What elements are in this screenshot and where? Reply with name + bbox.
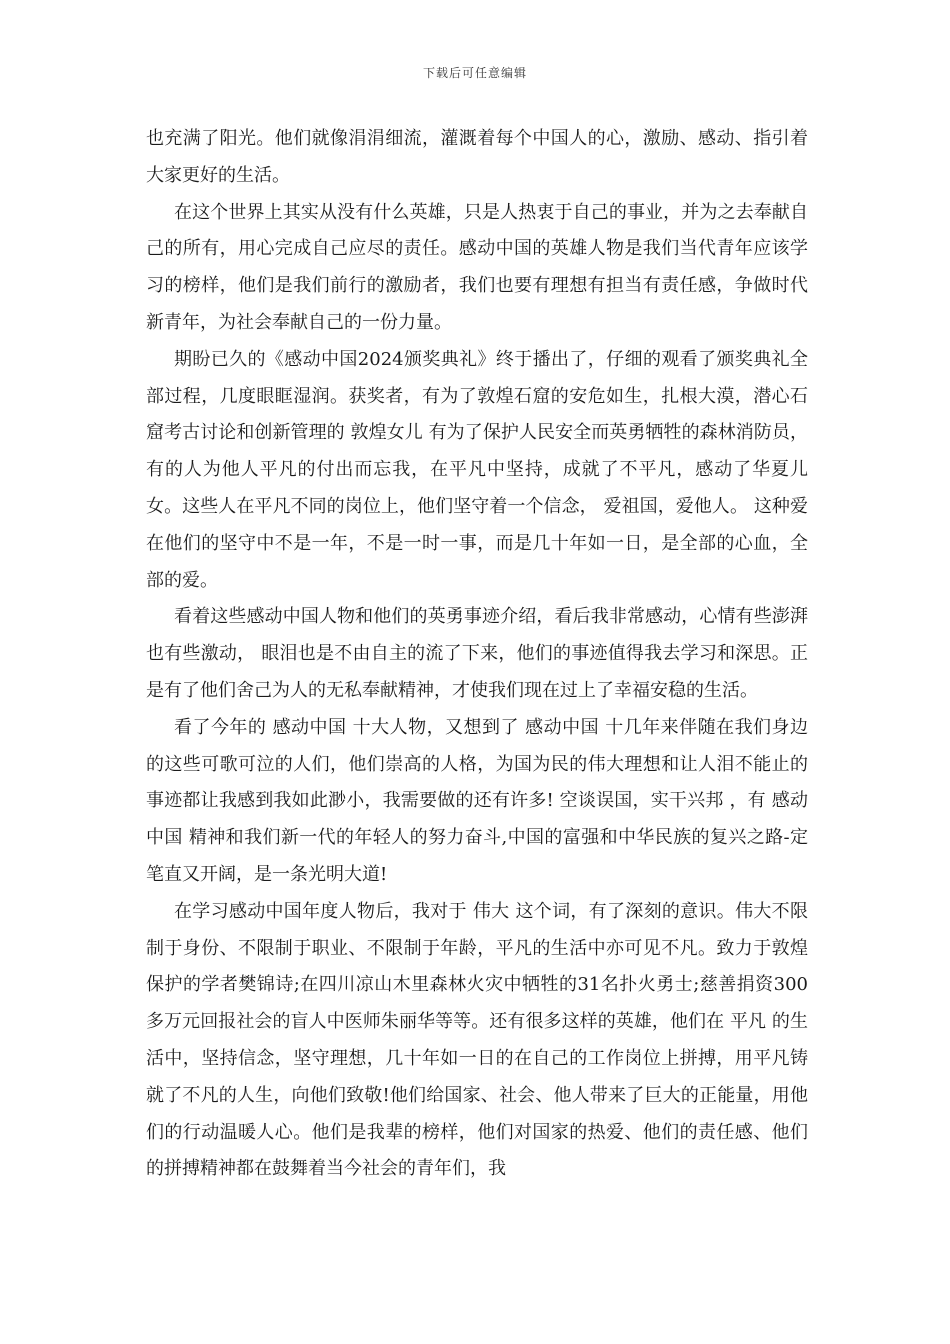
document-body: [146, 121, 808, 1188]
page-header: 下载后可任意编辑: [422, 66, 527, 80]
paragraph-3: 期盼已久的《感动中国2024颁奖典礼》终于播出了，仔细的观看了颁奖典礼全部过程，几度眼眶湿润。获奖者，有为了敦煌石窟的安危如生，扎根大漠，潜心石窟考古讨论和创新管理的 敦煌女儿 有为了保护人民安全而英勇牺牲的森林消防员，有的人为他人平凡的付出而忘我，在平凡中坚持，成就了不平凡，感动了华夏儿女。这些人在平凡不同的岗位上，他们坚守着一个信念， 爱祖国，爱他人。 这种爱在他们的坚守中不是一年，不是一时一事，而是几十年如一日，是全部的心血，全部的爱。: [146, 348, 808, 591]
paragraph-5: 看了今年的 感动中国 十大人物，又想到了 感动中国 十几年来伴随在我们身边的这些可歌可泣的人们，他们崇高的人格，为国为民的伟大理想和让人泪不能止的事迹都让我感到我如此渺小，我需要做的还有许多! 空谈误国，实干兴邦 ，有 感动中国 精神和我们新一代的年轻人的努力奋斗,中国的富强和中华民族的复兴之路-定笔直又开阔，是一条光明大道!: [146, 716, 808, 885]
paragraph-6: 在学习感动中国年度人物后，我对于 伟大 这个词，有了深刻的意识。伟大不限制于身份、不限制于职业、不限制于年龄，平凡的生活中亦可见不凡。致力于敦煌保护的学者樊锦诗;在四川凉山木里森林火灾中牺牲的31名扑火勇士;慈善捐资300多万元回报社会的盲人中医师朱丽华等等。还有很多这样的英雄，他们在 平凡 的生活中，坚持信念，坚守理想，几十年如一日的在自己的工作岗位上拼搏，用平凡铸就了不凡的人生，向他们致敬!他们给国家、社会、他人带来了巨大的正能量，用他们的行动温暖人心。他们是我辈的榜样，他们对国家的热爱、他们的责任感、他们的拼搏精神都在鼓舞着当今社会的青年们，我: [146, 900, 808, 1180]
paragraph-2: 在这个世界上其实从没有什么英雄，只是人热衷于自己的事业，并为之去奉献自己的所有，用心完成自己应尽的责任。感动中国的英雄人物是我们当代青年应该学习的榜样，他们是我们前行的激励者，我们也要有理想有担当有责任感，争做时代新青年，为社会奉献自己的一份力量。: [146, 201, 808, 333]
paragraph-1: 也充满了阳光。他们就像涓涓细流，灌溉着每个中国人的心，激励、感动、指引着大家更好的生活。: [146, 128, 808, 186]
paragraph-4: 看着这些感动中国人物和他们的英勇事迹介绍，看后我非常感动，心情有些澎湃也有些激动， 眼泪也是不由自主的流了下来，他们的事迹值得我去学习和深思。正是有了他们舍己为人的无私奉献精神，才使我们现在过上了幸福安稳的生活。: [146, 606, 808, 701]
